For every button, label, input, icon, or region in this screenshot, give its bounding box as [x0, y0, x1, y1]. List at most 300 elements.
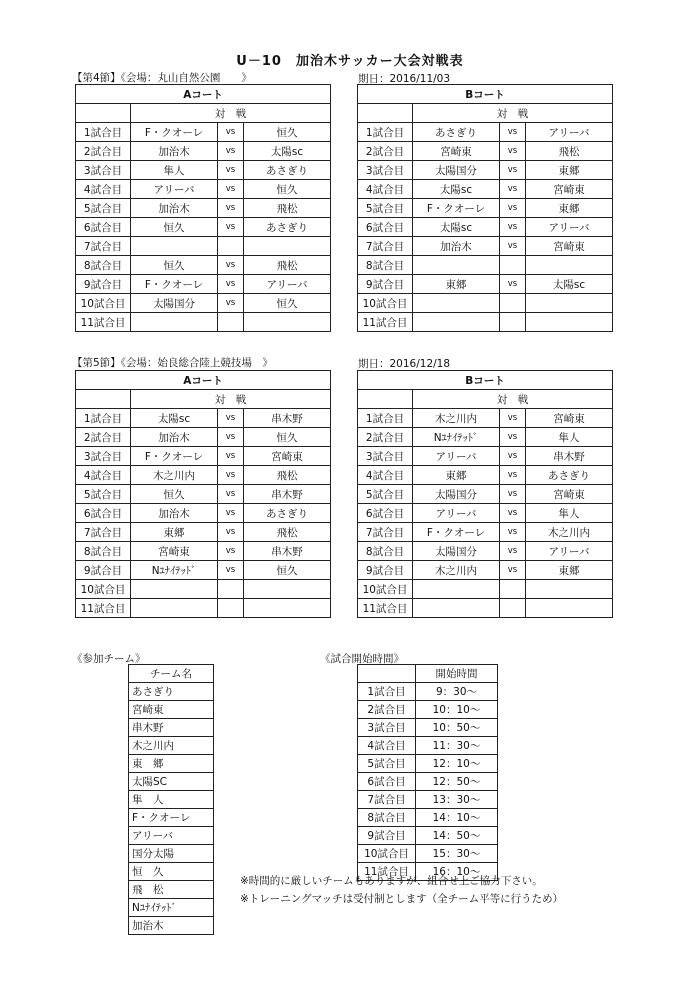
game-number: 11試合目	[76, 599, 131, 618]
table-row	[358, 256, 613, 275]
section5-court-a-table	[75, 370, 331, 618]
home-team: 恒久	[131, 218, 218, 237]
team-name: 隼 人	[129, 791, 214, 809]
table-row	[76, 237, 331, 256]
table-row	[76, 504, 331, 523]
game-number: 1試合目	[358, 409, 413, 428]
away-team: 恒久	[244, 180, 331, 199]
times-header: 開始時間	[416, 665, 498, 683]
away-team: 飛松	[244, 256, 331, 275]
home-team: 太陽sc	[131, 409, 218, 428]
home-team	[413, 313, 500, 332]
away-team	[244, 599, 331, 618]
table-row	[129, 683, 214, 701]
game-number: 6試合目	[358, 773, 416, 791]
game-number: 7試合目	[358, 237, 413, 256]
court-name-row	[76, 85, 331, 104]
home-team: 木之川内	[413, 561, 500, 580]
home-team	[413, 256, 500, 275]
team-name: F・クオーレ	[129, 809, 214, 827]
table-row	[358, 180, 613, 199]
away-team	[244, 313, 331, 332]
game-number: 1試合目	[358, 123, 413, 142]
vs-label: vs	[500, 275, 526, 294]
home-team: アリーバ	[413, 447, 500, 466]
away-team: 恒久	[244, 294, 331, 313]
table-row	[76, 447, 331, 466]
home-team: Nﾕﾅｲﾃｯﾄﾞ	[413, 428, 500, 447]
home-team	[131, 599, 218, 618]
away-team: 木之川内	[526, 523, 613, 542]
vs-label: vs	[218, 142, 244, 161]
game-number: 4試合目	[76, 180, 131, 199]
away-team: 飛松	[244, 523, 331, 542]
start-time: 10：10～	[416, 701, 498, 719]
vs-label: vs	[500, 523, 526, 542]
vs-label: vs	[218, 409, 244, 428]
away-team: 飛松	[244, 466, 331, 485]
home-team: 木之川内	[413, 409, 500, 428]
away-team	[244, 580, 331, 599]
match-header-row	[76, 390, 331, 409]
table-row	[76, 142, 331, 161]
table-row	[76, 161, 331, 180]
vs-label: vs	[500, 466, 526, 485]
away-team: 太陽sc	[244, 142, 331, 161]
vs-label: vs	[500, 237, 526, 256]
away-team: 東郷	[526, 199, 613, 218]
game-number: 3試合目	[358, 161, 413, 180]
teams-table	[128, 664, 214, 935]
table-row	[358, 218, 613, 237]
start-time: 11：30～	[416, 737, 498, 755]
teams-header-row	[129, 665, 214, 683]
vs-label: vs	[500, 542, 526, 561]
vs-label: vs	[500, 142, 526, 161]
vs-label: vs	[218, 218, 244, 237]
away-team: 恒久	[244, 123, 331, 142]
vs-label: vs	[500, 180, 526, 199]
table-row	[358, 313, 613, 332]
game-number: 7試合目	[358, 523, 413, 542]
home-team: あさぎり	[413, 123, 500, 142]
team-name: 宮崎東	[129, 701, 214, 719]
home-team	[413, 294, 500, 313]
table-row	[76, 561, 331, 580]
home-team: 宮崎東	[413, 142, 500, 161]
court-name-row	[76, 371, 331, 390]
table-row	[358, 294, 613, 313]
teams-label: 《参加チーム》	[72, 653, 146, 665]
section5-venue-label: 【第5節】《会場：始良総合陸上競技場 》	[72, 357, 273, 369]
table-row	[129, 917, 214, 935]
game-number: 10試合目	[358, 845, 416, 863]
game-number: 6試合目	[76, 218, 131, 237]
game-number: 7試合目	[76, 523, 131, 542]
vs-label: vs	[218, 561, 244, 580]
teams-header: チーム名	[129, 665, 214, 683]
times-header-row	[358, 665, 498, 683]
table-row	[358, 428, 613, 447]
vs-label: vs	[218, 447, 244, 466]
game-number: 10試合目	[358, 580, 413, 599]
table-row	[76, 599, 331, 618]
section5-court-b-table	[357, 370, 613, 618]
away-team: 宮崎東	[526, 409, 613, 428]
game-number: 10試合目	[76, 294, 131, 313]
game-number: 8試合目	[358, 809, 416, 827]
vs-label: vs	[500, 561, 526, 580]
court-name: Bコート	[358, 371, 613, 390]
table-row	[76, 428, 331, 447]
vs-label	[500, 599, 526, 618]
match-header: 対 戦	[413, 104, 613, 123]
home-team: 東郷	[413, 466, 500, 485]
game-number: 10試合目	[76, 580, 131, 599]
away-team: 東郷	[526, 561, 613, 580]
table-row	[76, 485, 331, 504]
table-row	[358, 737, 498, 755]
table-row	[358, 485, 613, 504]
vs-label	[218, 599, 244, 618]
home-team: 恒久	[131, 256, 218, 275]
table-row	[358, 275, 613, 294]
home-team: 太陽国分	[131, 294, 218, 313]
home-team: F・クオーレ	[413, 199, 500, 218]
game-number: 8試合目	[358, 542, 413, 561]
table-row	[76, 218, 331, 237]
vs-label: vs	[500, 447, 526, 466]
game-number: 5試合目	[76, 485, 131, 504]
vs-label: vs	[218, 542, 244, 561]
game-number: 4試合目	[358, 737, 416, 755]
team-name: 加治木	[129, 917, 214, 935]
table-row	[76, 199, 331, 218]
times-table	[357, 664, 498, 881]
vs-label: vs	[500, 123, 526, 142]
game-number: 3試合目	[76, 447, 131, 466]
table-row	[76, 123, 331, 142]
start-time: 15：30～	[416, 845, 498, 863]
home-team: F・クオーレ	[131, 275, 218, 294]
vs-label	[218, 237, 244, 256]
table-row	[358, 683, 498, 701]
table-row	[358, 580, 613, 599]
home-team: 加治木	[413, 237, 500, 256]
game-number: 8試合目	[76, 256, 131, 275]
game-number: 2試合目	[76, 428, 131, 447]
home-team	[131, 313, 218, 332]
table-row	[76, 275, 331, 294]
match-header: 対 戦	[131, 390, 331, 409]
header-blank	[358, 104, 413, 123]
game-number: 11試合目	[358, 313, 413, 332]
away-team: あさぎり	[244, 504, 331, 523]
times-header-blank	[358, 665, 416, 683]
home-team	[413, 599, 500, 618]
table-row	[358, 809, 498, 827]
game-number: 5試合目	[358, 199, 413, 218]
vs-label: vs	[218, 466, 244, 485]
start-time: 12：10～	[416, 755, 498, 773]
game-number: 10試合目	[358, 294, 413, 313]
away-team: 串木野	[526, 447, 613, 466]
away-team	[526, 580, 613, 599]
table-row	[76, 409, 331, 428]
away-team: 宮崎東	[244, 447, 331, 466]
game-number: 3試合目	[358, 447, 413, 466]
vs-label	[500, 313, 526, 332]
away-team: 飛松	[526, 142, 613, 161]
vs-label: vs	[218, 275, 244, 294]
start-time: 9：30～	[416, 683, 498, 701]
away-team: 宮崎東	[526, 180, 613, 199]
game-number: 9試合目	[76, 275, 131, 294]
team-name: 恒 久	[129, 863, 214, 881]
vs-label	[218, 580, 244, 599]
home-team: 太陽国分	[413, 542, 500, 561]
away-team: 太陽sc	[526, 275, 613, 294]
court-name: Bコート	[358, 85, 613, 104]
table-row	[129, 881, 214, 899]
away-team: あさぎり	[244, 218, 331, 237]
team-name: アリーバ	[129, 827, 214, 845]
header-blank	[358, 390, 413, 409]
away-team: 宮崎東	[526, 485, 613, 504]
home-team: 太陽国分	[413, 161, 500, 180]
match-header: 対 戦	[413, 390, 613, 409]
vs-label: vs	[218, 256, 244, 275]
home-team	[131, 580, 218, 599]
table-row	[358, 466, 613, 485]
game-number: 3試合目	[358, 719, 416, 737]
away-team: 串木野	[244, 485, 331, 504]
home-team: アリーバ	[131, 180, 218, 199]
game-number: 9試合目	[358, 561, 413, 580]
court-name: Aコート	[76, 85, 331, 104]
table-row	[358, 755, 498, 773]
game-number: 9試合目	[358, 275, 413, 294]
start-time: 12：50～	[416, 773, 498, 791]
vs-label: vs	[500, 161, 526, 180]
away-team: 隼人	[526, 504, 613, 523]
vs-label: vs	[218, 485, 244, 504]
home-team: 東郷	[131, 523, 218, 542]
table-row	[358, 142, 613, 161]
away-team: 恒久	[244, 561, 331, 580]
table-row	[358, 237, 613, 256]
section4-date: 期日：2016/11/03	[358, 73, 451, 85]
table-row	[76, 180, 331, 199]
team-name: 木之川内	[129, 737, 214, 755]
game-number: 1試合目	[76, 409, 131, 428]
away-team: 串木野	[244, 542, 331, 561]
table-row	[358, 523, 613, 542]
team-name: あさぎり	[129, 683, 214, 701]
away-team: アリーバ	[526, 542, 613, 561]
vs-label: vs	[500, 199, 526, 218]
table-row	[129, 863, 214, 881]
court-name-row	[358, 85, 613, 104]
table-row	[358, 773, 498, 791]
home-team: 恒久	[131, 485, 218, 504]
away-team: アリーバ	[526, 218, 613, 237]
vs-label: vs	[500, 428, 526, 447]
times-label: 《試合開始時間》	[320, 653, 404, 665]
home-team: 東郷	[413, 275, 500, 294]
page-title: U－10 加治木サッカー大会対戦表	[236, 54, 464, 69]
home-team: 宮崎東	[131, 542, 218, 561]
game-number: 2試合目	[358, 428, 413, 447]
game-number: 6試合目	[76, 504, 131, 523]
away-team: あさぎり	[526, 466, 613, 485]
section4-venue-label: 【第4節】《会場：丸山自然公園 》	[72, 72, 252, 84]
game-number: 11試合目	[76, 313, 131, 332]
table-row	[76, 256, 331, 275]
table-row	[129, 899, 214, 917]
start-time: 14：50～	[416, 827, 498, 845]
away-team: 串木野	[244, 409, 331, 428]
vs-label: vs	[500, 218, 526, 237]
table-row	[358, 701, 498, 719]
game-number: 7試合目	[76, 237, 131, 256]
table-row	[129, 719, 214, 737]
game-number: 5試合目	[358, 485, 413, 504]
note-1: ※時間的に厳しいチームもありますが、組合せ上ご協力下さい。	[240, 875, 543, 887]
game-number: 2試合目	[76, 142, 131, 161]
table-row	[358, 791, 498, 809]
header-blank	[76, 104, 131, 123]
away-team	[526, 313, 613, 332]
home-team: 太陽国分	[413, 485, 500, 504]
game-number: 8試合目	[358, 256, 413, 275]
home-team: 太陽sc	[413, 218, 500, 237]
section5-date: 期日：2016/12/18	[358, 358, 451, 370]
table-row	[358, 561, 613, 580]
table-row	[358, 599, 613, 618]
game-number: 1試合目	[358, 683, 416, 701]
vs-label	[500, 294, 526, 313]
team-name: 国分太陽	[129, 845, 214, 863]
table-row	[358, 719, 498, 737]
home-team: 加治木	[131, 504, 218, 523]
match-header-row	[358, 390, 613, 409]
header-blank	[76, 390, 131, 409]
vs-label: vs	[218, 123, 244, 142]
home-team: 隼人	[131, 161, 218, 180]
game-number: 9試合目	[358, 827, 416, 845]
table-row	[76, 580, 331, 599]
away-team: アリーバ	[244, 275, 331, 294]
court-name-row	[358, 371, 613, 390]
section4-court-b-table	[357, 84, 613, 332]
team-name: Nﾕﾅｲﾃｯﾄﾞ	[129, 899, 214, 917]
court-name: Aコート	[76, 371, 331, 390]
table-row	[358, 199, 613, 218]
table-row	[76, 542, 331, 561]
game-number: 2試合目	[358, 142, 413, 161]
game-number: 6試合目	[358, 504, 413, 523]
start-time: 14：10～	[416, 809, 498, 827]
table-row	[358, 827, 498, 845]
table-row	[358, 123, 613, 142]
home-team: F・クオーレ	[131, 123, 218, 142]
vs-label: vs	[218, 428, 244, 447]
away-team: 宮崎東	[526, 237, 613, 256]
vs-label	[500, 256, 526, 275]
away-team: 隼人	[526, 428, 613, 447]
game-number: 7試合目	[358, 791, 416, 809]
home-team: 加治木	[131, 142, 218, 161]
match-header: 対 戦	[131, 104, 331, 123]
game-number: 9試合目	[76, 561, 131, 580]
match-header-row	[358, 104, 613, 123]
table-row	[358, 845, 498, 863]
game-number: 11試合目	[358, 599, 413, 618]
team-name: 串木野	[129, 719, 214, 737]
game-number: 8試合目	[76, 542, 131, 561]
home-team: 太陽sc	[413, 180, 500, 199]
vs-label: vs	[218, 161, 244, 180]
table-row	[76, 294, 331, 313]
table-row	[76, 466, 331, 485]
table-row	[129, 827, 214, 845]
start-time: 16：10～	[416, 863, 498, 881]
home-team: 加治木	[131, 199, 218, 218]
game-number: 11試合目	[358, 863, 416, 881]
away-team: 東郷	[526, 161, 613, 180]
match-header-row	[76, 104, 331, 123]
away-team: 恒久	[244, 428, 331, 447]
home-team: F・クオーレ	[131, 447, 218, 466]
away-team: 飛松	[244, 199, 331, 218]
table-row	[358, 447, 613, 466]
team-name: 飛 松	[129, 881, 214, 899]
vs-label	[218, 313, 244, 332]
away-team	[244, 237, 331, 256]
section4-court-a-table	[75, 84, 331, 332]
note-2: ※トレーニングマッチは受付制とします（全チーム平等に行うため）	[240, 893, 564, 905]
game-number: 3試合目	[76, 161, 131, 180]
table-row	[358, 504, 613, 523]
vs-label: vs	[218, 180, 244, 199]
table-row	[358, 161, 613, 180]
home-team	[413, 580, 500, 599]
home-team: 加治木	[131, 428, 218, 447]
home-team: F・クオーレ	[413, 523, 500, 542]
game-number: 4試合目	[358, 180, 413, 199]
team-name: 太陽SC	[129, 773, 214, 791]
vs-label: vs	[500, 504, 526, 523]
table-row	[129, 773, 214, 791]
away-team: あさぎり	[244, 161, 331, 180]
table-row	[129, 845, 214, 863]
home-team: アリーバ	[413, 504, 500, 523]
vs-label: vs	[500, 485, 526, 504]
game-number: 5試合目	[76, 199, 131, 218]
table-row	[129, 701, 214, 719]
start-time: 10：50～	[416, 719, 498, 737]
away-team: アリーバ	[526, 123, 613, 142]
away-team	[526, 599, 613, 618]
table-row	[358, 542, 613, 561]
game-number: 4試合目	[76, 466, 131, 485]
home-team: 木之川内	[131, 466, 218, 485]
away-team	[526, 294, 613, 313]
table-row	[76, 313, 331, 332]
table-row	[129, 791, 214, 809]
team-name: 東 郷	[129, 755, 214, 773]
